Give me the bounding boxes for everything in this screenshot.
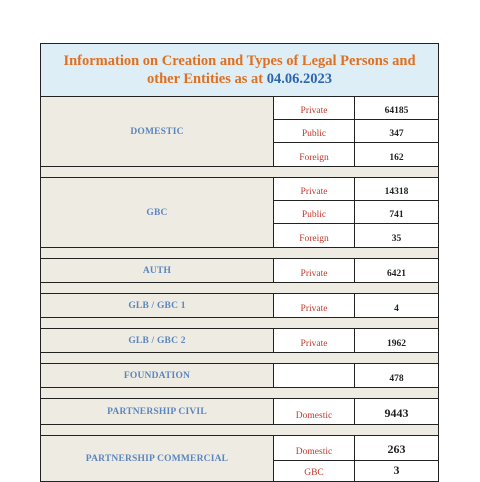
entity-count: 64185 bbox=[384, 106, 409, 116]
entity-count: 6421 bbox=[387, 269, 406, 279]
group-separator bbox=[41, 425, 438, 436]
entity-name: GLB / GBC 1 bbox=[41, 294, 274, 317]
title-line-2: other Entities as at bbox=[146, 71, 267, 87]
entity-name: AUTH bbox=[41, 259, 274, 282]
table-row bbox=[274, 364, 438, 387]
entity-name: FOUNDATION bbox=[41, 364, 274, 387]
entity-count: 162 bbox=[389, 153, 404, 163]
group-separator bbox=[41, 388, 438, 399]
table-row bbox=[274, 436, 438, 461]
entity-type: Domestic bbox=[274, 436, 355, 460]
entity-count: 35 bbox=[391, 234, 402, 244]
table-title bbox=[41, 44, 438, 97]
table-row bbox=[274, 201, 438, 224]
entity-group bbox=[41, 97, 438, 167]
entity-rows bbox=[274, 259, 438, 282]
legal-persons-table bbox=[40, 43, 439, 482]
group-separator bbox=[41, 248, 438, 259]
table-row bbox=[274, 461, 438, 481]
entity-type: Private bbox=[274, 97, 355, 119]
table-body bbox=[41, 97, 438, 482]
title-date: 04.06.2023 bbox=[266, 71, 332, 87]
table-row bbox=[274, 120, 438, 143]
entity-type: Public bbox=[274, 120, 355, 142]
table-row bbox=[274, 294, 438, 317]
entity-name: PARTNERSHIP COMMERCIAL bbox=[41, 436, 274, 481]
entity-type: Private bbox=[274, 329, 355, 352]
entity-rows bbox=[274, 294, 438, 317]
entity-group bbox=[41, 178, 438, 248]
table-row bbox=[274, 399, 438, 424]
group-separator bbox=[41, 283, 438, 294]
entity-group bbox=[41, 259, 438, 283]
entity-name: PARTNERSHIP CIVIL bbox=[41, 399, 274, 424]
table-row bbox=[274, 329, 438, 352]
entity-group bbox=[41, 329, 438, 353]
entity-rows bbox=[274, 436, 438, 481]
entity-rows bbox=[274, 178, 438, 247]
entity-count: 14318 bbox=[384, 187, 409, 197]
entity-group bbox=[41, 436, 438, 482]
entity-type bbox=[274, 364, 355, 387]
entity-count: 4 bbox=[394, 304, 399, 314]
entity-name: DOMESTIC bbox=[41, 97, 274, 166]
entity-name: GLB / GBC 2 bbox=[41, 329, 274, 352]
entity-type: Private bbox=[274, 178, 355, 200]
entity-count: 741 bbox=[389, 210, 404, 220]
entity-rows bbox=[274, 399, 438, 424]
entity-type: Private bbox=[274, 294, 355, 317]
entity-count: 478 bbox=[389, 374, 404, 384]
entity-type: Private bbox=[274, 259, 355, 282]
table-row bbox=[274, 143, 438, 166]
entity-type: Public bbox=[274, 201, 355, 223]
table-row bbox=[274, 178, 438, 201]
entity-count: 3 bbox=[393, 463, 400, 477]
table-row bbox=[274, 97, 438, 120]
entity-count: 347 bbox=[389, 129, 404, 139]
group-separator bbox=[41, 167, 438, 178]
entity-count: 1962 bbox=[387, 339, 406, 349]
entity-name: GBC bbox=[41, 178, 274, 247]
entity-type: Foreign bbox=[274, 143, 355, 166]
entity-group bbox=[41, 399, 438, 425]
entity-group bbox=[41, 294, 438, 318]
entity-rows bbox=[274, 329, 438, 352]
entity-count: 263 bbox=[387, 442, 406, 456]
table-row bbox=[274, 224, 438, 247]
entity-type: GBC bbox=[274, 461, 355, 481]
entity-type: Domestic bbox=[274, 399, 355, 424]
group-separator bbox=[41, 318, 438, 329]
entity-type: Foreign bbox=[274, 224, 355, 247]
group-separator bbox=[41, 353, 438, 364]
table-row bbox=[274, 259, 438, 282]
entity-rows bbox=[274, 97, 438, 166]
entity-count: 9443 bbox=[384, 406, 409, 420]
title-line-1: Information on Creation and Types of Legal Persons and bbox=[63, 53, 416, 69]
entity-group bbox=[41, 364, 438, 388]
entity-rows bbox=[274, 364, 438, 387]
